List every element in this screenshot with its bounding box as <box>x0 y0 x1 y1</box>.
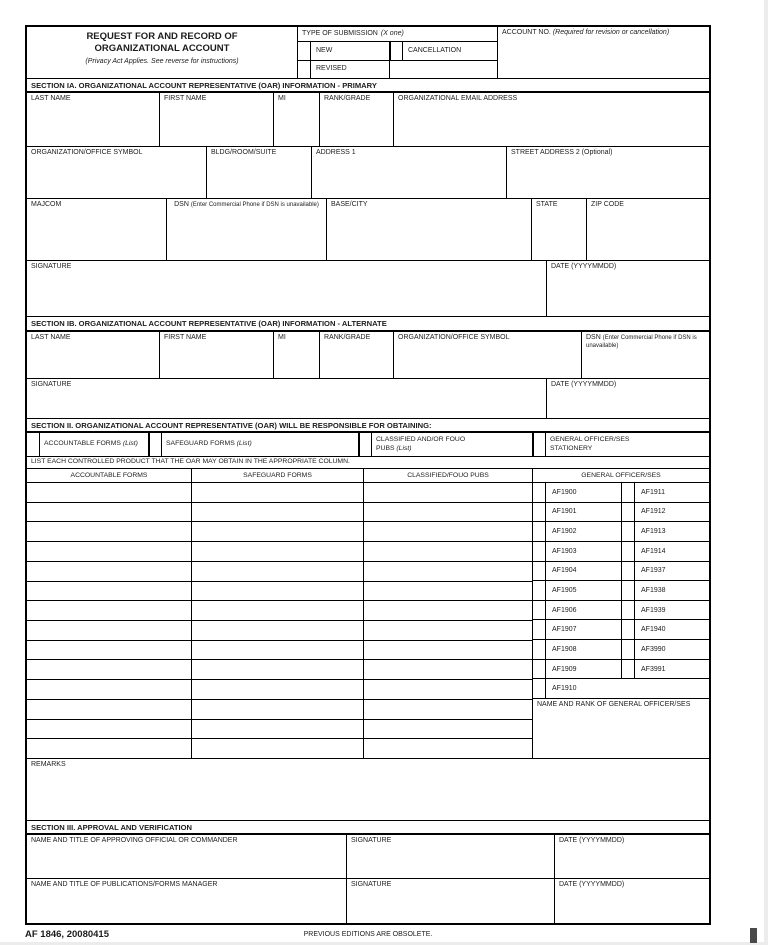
table-row <box>27 739 532 758</box>
blank-cell-safeguard-forms[interactable] <box>192 522 364 541</box>
field-rank-grade-primary[interactable] <box>320 93 394 146</box>
field-label: FIRST NAME <box>164 334 207 341</box>
table-row <box>27 601 532 621</box>
field-approving-official-name[interactable] <box>27 835 347 878</box>
form-code-label: AF1940 <box>641 626 666 634</box>
blank-cell-classified-fouo-pubs[interactable] <box>364 601 532 620</box>
table-row <box>533 542 709 562</box>
table-row <box>27 562 532 582</box>
field-label: DSN <box>586 334 601 341</box>
checkbox-af1909[interactable] <box>533 660 546 679</box>
blank-cell-safeguard-forms[interactable] <box>192 621 364 640</box>
table-row <box>533 483 709 503</box>
blank-cell-classified-fouo-pubs[interactable] <box>364 542 532 561</box>
field-label: BASE/CITY <box>331 201 368 208</box>
obtain-option-label: ACCOUNTABLE FORMS (List) <box>44 440 138 448</box>
field-signature-primary[interactable] <box>27 261 547 316</box>
table-row <box>27 680 532 700</box>
obtain-group-general-officer-stationery <box>533 433 709 456</box>
footer-obsolete-note: PREVIOUS EDITIONS ARE OBSOLETE. <box>303 931 433 938</box>
section-2-header: SECTION II. ORGANIZATIONAL ACCOUNT REPRESENTATIVE (OAR) WILL BE RESPONSIBLE FOR OBTAINING: <box>27 419 709 433</box>
blank-cell-accountable-forms[interactable] <box>27 739 192 758</box>
form-title-line2: ORGANIZATIONAL ACCOUNT <box>94 42 230 54</box>
blank-cell-classified-fouo-pubs[interactable] <box>364 739 532 758</box>
form-code-label: AF1914 <box>641 547 666 555</box>
submission-row-2 <box>298 61 497 79</box>
blank-cell-classified-fouo-pubs[interactable] <box>364 503 532 522</box>
field-label: SIGNATURE <box>31 263 72 270</box>
remarks-label: REMARKS <box>31 761 66 768</box>
section-3-header: SECTION III. APPROVAL AND VERIFICATION <box>27 821 709 835</box>
checkbox-af1900[interactable] <box>533 483 546 502</box>
form-code-label: AF1913 <box>641 528 666 536</box>
field-mi-alternate[interactable] <box>274 332 320 378</box>
field-approving-official-date[interactable] <box>555 835 709 878</box>
option-empty <box>390 61 497 79</box>
field-label: STREET ADDRESS 2 (Optional) <box>511 149 613 156</box>
field-org-office-symbol-primary[interactable] <box>27 147 207 198</box>
form-code-label: AF1905 <box>546 581 622 600</box>
form-code-label: AF1908 <box>546 640 622 659</box>
blank-cell-classified-fouo-pubs[interactable] <box>364 700 532 719</box>
blank-cell-safeguard-forms[interactable] <box>192 542 364 561</box>
field-label: BLDG/ROOM/SUITE <box>211 149 277 156</box>
option-new-label: NEW <box>316 46 333 54</box>
blank-cell-accountable-forms[interactable] <box>27 641 192 660</box>
scan-artifact-mark <box>750 928 757 943</box>
field-label: MI <box>278 334 286 341</box>
field-bldg-room-suite-primary[interactable] <box>207 147 312 198</box>
checkbox-af1913[interactable] <box>622 522 635 541</box>
field-base-city-primary[interactable] <box>327 199 532 260</box>
column-header-classified-fouo-pubs: CLASSIFIED/FOUO PUBS <box>364 469 533 482</box>
table-row <box>27 483 532 503</box>
blank-cell-accountable-forms[interactable] <box>27 720 192 739</box>
checkbox-af1914[interactable] <box>622 542 635 561</box>
form-code-label: AF1903 <box>546 542 622 561</box>
field-street-address2-primary[interactable] <box>507 147 709 198</box>
form-title-block <box>27 27 298 78</box>
checkbox-af1904[interactable] <box>533 562 546 581</box>
section-1b-row-1 <box>27 332 709 379</box>
field-last-name-primary[interactable] <box>27 93 160 146</box>
table-row <box>27 522 532 542</box>
form-code-label: AF1911 <box>641 488 665 496</box>
field-general-officer-name-rank[interactable]: NAME AND RANK OF GENERAL OFFICER/SES <box>537 701 691 708</box>
blank-cell-classified-fouo-pubs[interactable] <box>364 720 532 739</box>
field-dsn-primary[interactable] <box>167 199 327 260</box>
checkbox-af1911[interactable] <box>622 483 635 502</box>
blank-cell-classified-fouo-pubs[interactable] <box>364 582 532 601</box>
blank-cell-safeguard-forms[interactable] <box>192 562 364 581</box>
field-label: DATE (YYYYMMDD) <box>559 837 625 844</box>
form-code-label: AF1937 <box>641 567 666 575</box>
table-row <box>27 582 532 602</box>
checkbox-safeguard-forms[interactable] <box>149 433 162 456</box>
blank-cell-safeguard-forms[interactable] <box>192 483 364 502</box>
forms-table-header <box>27 469 709 483</box>
blank-cell-classified-fouo-pubs[interactable] <box>364 483 532 502</box>
table-row <box>27 720 532 740</box>
blank-cell-classified-fouo-pubs[interactable] <box>364 641 532 660</box>
field-label: LAST NAME <box>31 95 71 102</box>
field-label: NAME AND TITLE OF PUBLICATIONS/FORMS MANAGER <box>31 881 218 888</box>
type-of-submission-text: TYPE OF SUBMISSION <box>302 29 378 37</box>
field-mi-primary[interactable] <box>274 93 320 146</box>
checkbox-cancellation[interactable] <box>390 42 403 60</box>
checkbox-af1910[interactable] <box>533 679 546 698</box>
obtain-options-row <box>27 433 709 457</box>
obtain-option-label: CLASSIFIED AND/OR FOUO PUBS (List) <box>376 436 466 452</box>
form-code-label: AF3991 <box>641 665 666 673</box>
blank-cell-classified-fouo-pubs[interactable] <box>364 522 532 541</box>
table-row <box>533 679 709 699</box>
blank-cell-classified-fouo-pubs[interactable] <box>364 562 532 581</box>
field-label: DATE (YYYYMMDD) <box>551 381 617 388</box>
option-cancellation-label: CANCELLATION <box>408 46 462 54</box>
blank-cell-accountable-forms[interactable] <box>27 483 192 502</box>
field-label: SIGNATURE <box>31 381 72 388</box>
blank-cell-safeguard-forms[interactable] <box>192 680 364 699</box>
field-label: FIRST NAME <box>164 95 207 102</box>
field-label: NAME AND TITLE OF APPROVING OFFICIAL OR COMMANDER <box>31 837 238 844</box>
type-of-submission-block <box>298 27 498 78</box>
blank-cell-safeguard-forms[interactable] <box>192 503 364 522</box>
field-label: ADDRESS 1 <box>316 149 356 156</box>
table-instruction: LIST EACH CONTROLLED PRODUCT THAT THE OAR MAY OBTAIN IN THE APPROPRIATE COLUMN. <box>27 457 709 469</box>
blank-cell-accountable-forms[interactable] <box>27 582 192 601</box>
blank-cell-classified-fouo-pubs[interactable] <box>364 680 532 699</box>
form-code-label: AF1906 <box>546 601 622 620</box>
column-header-accountable-forms: ACCOUNTABLE FORMS <box>27 469 192 482</box>
blank-cell-safeguard-forms[interactable] <box>192 641 364 660</box>
field-label: DATE (YYYYMMDD) <box>559 881 625 888</box>
form-code-label: AF1901 <box>546 503 622 522</box>
account-no-label: ACCOUNT NO. <box>502 29 551 36</box>
checkbox-af1903[interactable] <box>533 542 546 561</box>
forms-table-body <box>27 483 709 759</box>
checkbox-af1902[interactable] <box>533 522 546 541</box>
general-officer-grid <box>533 483 709 699</box>
table-row <box>27 621 532 641</box>
checkbox-af1912[interactable] <box>622 503 635 522</box>
checkbox-af1905[interactable] <box>533 581 546 600</box>
column-header-general-officer-ses: GENERAL OFFICER/SES <box>581 472 661 479</box>
checkbox-af1901[interactable] <box>533 503 546 522</box>
field-rank-grade-alternate[interactable] <box>320 332 394 378</box>
field-label: ZIP CODE <box>591 201 624 208</box>
checkbox-af1940[interactable] <box>622 620 635 639</box>
form-code-label: AF1912 <box>641 508 666 516</box>
form-code-label: AF1907 <box>546 620 622 639</box>
checkbox-af1907[interactable] <box>533 620 546 639</box>
field-pubs-manager-name[interactable] <box>27 879 347 923</box>
field-remarks[interactable] <box>27 759 709 821</box>
table-row <box>533 522 709 542</box>
field-label: MI <box>278 95 286 102</box>
field-org-office-symbol-alternate[interactable] <box>394 332 582 378</box>
blank-cell-accountable-forms[interactable] <box>27 660 192 679</box>
option-revised-label: REVISED <box>316 65 347 73</box>
field-account-no[interactable] <box>498 27 709 78</box>
checkbox-af1937[interactable] <box>622 562 635 581</box>
field-pubs-manager-date[interactable] <box>555 879 709 923</box>
checkbox-af3991[interactable] <box>622 660 635 679</box>
field-majcom-primary[interactable] <box>27 199 167 260</box>
form-title-line1: REQUEST FOR AND RECORD OF <box>86 31 238 42</box>
field-first-name-alternate[interactable] <box>160 332 274 378</box>
field-label: SIGNATURE <box>351 881 392 888</box>
checkbox-general-officer-stationery[interactable] <box>533 433 546 456</box>
field-label: RANK/GRADE <box>324 95 371 102</box>
checkbox-classified-fouo-pubs[interactable] <box>359 433 372 456</box>
obtain-group-safeguard-forms <box>149 433 359 456</box>
option-new <box>311 42 390 60</box>
field-label: SIGNATURE <box>351 837 392 844</box>
forms-table-blank-grid <box>27 483 533 758</box>
checkbox-new[interactable] <box>298 42 311 60</box>
blank-cell-safeguard-forms[interactable] <box>192 720 364 739</box>
field-state-primary[interactable] <box>532 199 587 260</box>
section-3-row-publications <box>27 879 709 923</box>
section-1a-header: SECTION IA. ORGANIZATIONAL ACCOUNT REPRESENTATIVE (OAR) INFORMATION - PRIMARY <box>27 79 709 93</box>
table-row <box>27 503 532 523</box>
field-label: MAJCOM <box>31 201 62 208</box>
table-row <box>27 660 532 680</box>
checkbox-af3990[interactable] <box>622 640 635 659</box>
checkbox-accountable-forms[interactable] <box>27 433 40 456</box>
table-row <box>27 700 532 720</box>
section-3-row-approving <box>27 835 709 879</box>
field-zip-code-primary[interactable] <box>587 199 709 260</box>
field-org-email-primary[interactable] <box>394 93 709 146</box>
obtain-option-label: GENERAL OFFICER/SES STATIONERY <box>550 436 630 452</box>
blank-cell-accountable-forms[interactable] <box>27 601 192 620</box>
section-1b-signature-row <box>27 379 709 419</box>
form-code-label: AF1902 <box>546 522 622 541</box>
checkbox-af1939[interactable] <box>622 601 635 620</box>
table-row <box>533 503 709 523</box>
af-form-1846 <box>25 25 711 925</box>
dsn-note: (Enter Commercial Phone if DSN is unavailable) <box>586 335 697 350</box>
table-row <box>533 581 709 601</box>
blank-cell-accountable-forms[interactable] <box>27 503 192 522</box>
general-officer-column <box>533 483 709 758</box>
checkbox-af1906[interactable] <box>533 601 546 620</box>
blank-cell-safeguard-forms[interactable] <box>192 601 364 620</box>
field-address1-primary[interactable] <box>312 147 507 198</box>
dsn-note: (Enter Commercial Phone if DSN is unavailable) <box>190 202 319 208</box>
blank-cell-safeguard-forms[interactable] <box>192 739 364 758</box>
option-revised <box>311 61 390 79</box>
field-date-alternate[interactable] <box>547 379 709 418</box>
x-one-note: (X one) <box>380 29 404 37</box>
field-last-name-alternate[interactable] <box>27 332 160 378</box>
blank-cell-safeguard-forms[interactable] <box>192 700 364 719</box>
field-signature-alternate[interactable] <box>27 379 547 418</box>
obtain-group-accountable-forms <box>27 433 149 456</box>
field-label: ORGANIZATIONAL EMAIL ADDRESS <box>398 95 518 102</box>
table-row <box>27 542 532 562</box>
column-header-safeguard-forms: SAFEGUARD FORMS <box>192 469 364 482</box>
section-1b-header: SECTION IB. ORGANIZATIONAL ACCOUNT REPRESENTATIVE (OAR) INFORMATION - ALTERNATE <box>27 317 709 332</box>
table-row <box>533 660 709 680</box>
blank-cell-classified-fouo-pubs[interactable] <box>364 660 532 679</box>
field-label: ORGANIZATION/OFFICE SYMBOL <box>31 149 143 156</box>
table-row <box>533 640 709 660</box>
type-of-submission-label <box>298 27 497 42</box>
field-pubs-manager-signature[interactable] <box>347 879 555 923</box>
field-label: DSN <box>174 201 189 208</box>
footer-form-number: AF 1846, 20080415 <box>25 929 109 940</box>
form-code-label: AF1909 <box>546 660 622 679</box>
form-code-label: AF1904 <box>546 562 622 581</box>
page-edge-shadow-right <box>764 0 768 945</box>
checkbox-af1908[interactable] <box>533 640 546 659</box>
blank-cell-accountable-forms[interactable] <box>27 522 192 541</box>
section-1a-row-3 <box>27 199 709 261</box>
field-label: LAST NAME <box>31 334 71 341</box>
submission-row-1 <box>298 42 497 61</box>
field-label: STATE <box>536 201 558 208</box>
blank-cell-safeguard-forms[interactable] <box>192 660 364 679</box>
table-row <box>533 620 709 640</box>
checkbox-af1938[interactable] <box>622 581 635 600</box>
form-code-label: AF3990 <box>641 645 666 653</box>
obtain-group-classified-fouo-pubs <box>359 433 533 456</box>
form-code-label: AF1910 <box>552 685 577 693</box>
account-no-note: (Required for revision or cancellation) <box>552 29 670 36</box>
blank-cell-safeguard-forms[interactable] <box>192 582 364 601</box>
field-label: DATE (YYYYMMDD) <box>551 263 617 270</box>
option-cancellation <box>403 42 497 60</box>
blank-cell-accountable-forms[interactable] <box>27 700 192 719</box>
table-row <box>533 562 709 582</box>
blank-cell-classified-fouo-pubs[interactable] <box>364 621 532 640</box>
blank-cell-accountable-forms[interactable] <box>27 621 192 640</box>
field-approving-official-signature[interactable] <box>347 835 555 878</box>
blank-cell-accountable-forms[interactable] <box>27 542 192 561</box>
form-code-label: AF1938 <box>641 587 666 595</box>
form-header-row <box>27 27 709 79</box>
form-code-label: AF1939 <box>641 606 666 614</box>
section-1a-row-2 <box>27 147 709 199</box>
form-code-label: AF1900 <box>546 483 622 502</box>
field-date-primary[interactable] <box>547 261 709 316</box>
field-first-name-primary[interactable] <box>160 93 274 146</box>
field-label: ORGANIZATION/OFFICE SYMBOL <box>398 334 510 341</box>
section-1a-row-1 <box>27 93 709 147</box>
privacy-act-note: (Privacy Act Applies. See reverse for instructions) <box>85 57 239 65</box>
section-1a-signature-row <box>27 261 709 317</box>
table-row <box>27 641 532 661</box>
obtain-option-label: SAFEGUARD FORMS (List) <box>166 440 252 448</box>
field-label: RANK/GRADE <box>324 334 371 341</box>
checkbox-revised[interactable] <box>298 61 311 79</box>
field-dsn-alternate[interactable] <box>582 332 709 378</box>
blank-cell-accountable-forms[interactable] <box>27 562 192 581</box>
table-row <box>533 601 709 621</box>
blank-cell-accountable-forms[interactable] <box>27 680 192 699</box>
